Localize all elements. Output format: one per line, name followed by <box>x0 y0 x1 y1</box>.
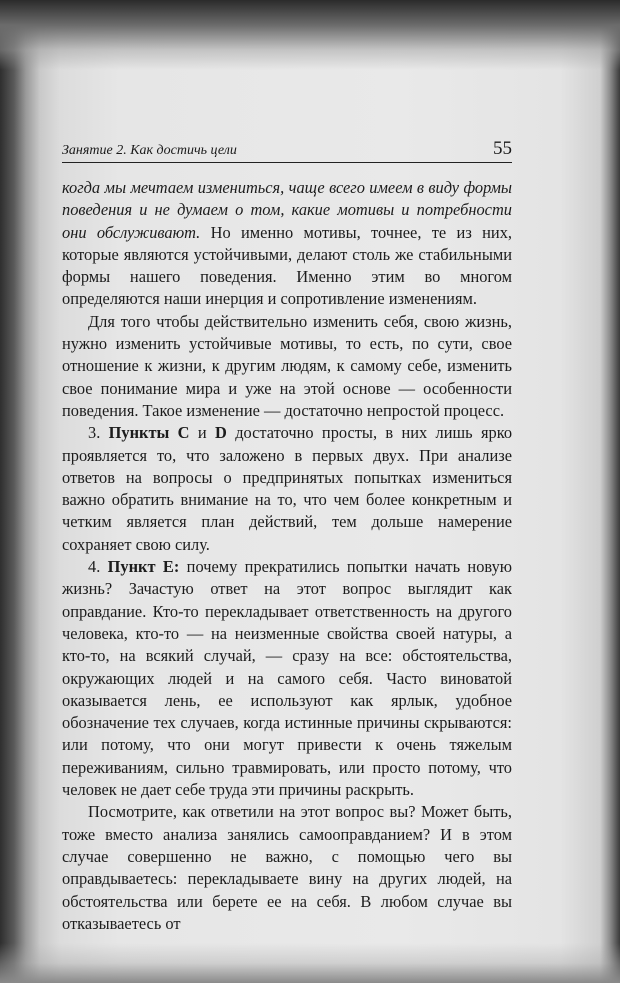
paragraph-5 <box>62 801 512 935</box>
paragraph-3-mid: и <box>189 423 216 443</box>
paragraph-3-number: 3. <box>88 423 109 443</box>
paragraph-5-text: Посмотрите, как ответили на этот вопрос вы? Может быть, тоже вместо анализа занялись самооправданием? И в этом случае совершенно не важно, с помощью чего вы оправдываетесь: перекладываете вину на других людей, на обстоятельства или берете ее на себя. В любом случае вы отказываетесь от <box>62 802 512 933</box>
paragraph-3-bold-2: D <box>215 423 227 443</box>
page-number: 55 <box>493 138 512 159</box>
paragraph-1 <box>62 177 512 311</box>
paragraph-3 <box>62 422 512 556</box>
chapter-title: Занятие 2. Как достичь цели <box>62 143 237 158</box>
paragraph-4-number: 4. <box>88 557 108 577</box>
body-text <box>62 177 512 935</box>
paragraph-3-text: достаточно просты, в них лишь ярко проявляется то, что заложено в первых двух. При анализе ответов на вопросы о предпринятых попытках измениться важно обратить внимание на то, что чем более конкретным и четким является план действий, тем дольше намерение сохраняет свою силу. <box>62 423 513 554</box>
paragraph-4-text: почему прекратились попытки начать новую жизнь? Зачастую ответ на этот вопрос выглядит как оправдание. Кто-то перекладывает ответственность на другого человека, кто-то — на неизменные свойства своей натуры, а кто-то, на всякий случай, — сразу на все: обстоятельства, окружающих людей и на самого себя. Часто виноватой оказывается лень, ее используют как ярлык, удобное обозначение тех случаев, когда истинные причины скрываются: или потому, что они могут привести к очень тяжелым переживаниям, сильно травмировать, или просто потому, что человек не дает себе труда эти причины раскрыть. <box>62 557 513 800</box>
paragraph-4-bold: Пункт E: <box>107 557 180 577</box>
paragraph-1-italic: когда мы мечтаем измениться, чаще всего имеем в виду формы поведения и не думаем о том, какие мотивы и потребности они обслуживают. <box>62 178 512 242</box>
paragraph-2 <box>62 311 512 422</box>
paragraph-3-bold: Пункты C <box>108 423 190 443</box>
paragraph-1-text: Но именно мотивы, точнее, те из них, которые являются устойчивыми, делают столь же стабильными формы нашего поведения. Именно этим во многом определяются наши инерция и сопротивление изменениям. <box>62 222 512 309</box>
running-head <box>62 140 512 163</box>
paragraph-2-text: Для того чтобы действительно изменить себя, свою жизнь, нужно изменить устойчивые мотивы, то есть, по сути, свое отношение к жизни, к другим людям, к самому себе, изменить свое понимание мира и уже на этой основе — особенности поведения. Такое изменение — достаточно непростой процесс. <box>62 311 512 420</box>
paragraph-4 <box>62 556 512 801</box>
